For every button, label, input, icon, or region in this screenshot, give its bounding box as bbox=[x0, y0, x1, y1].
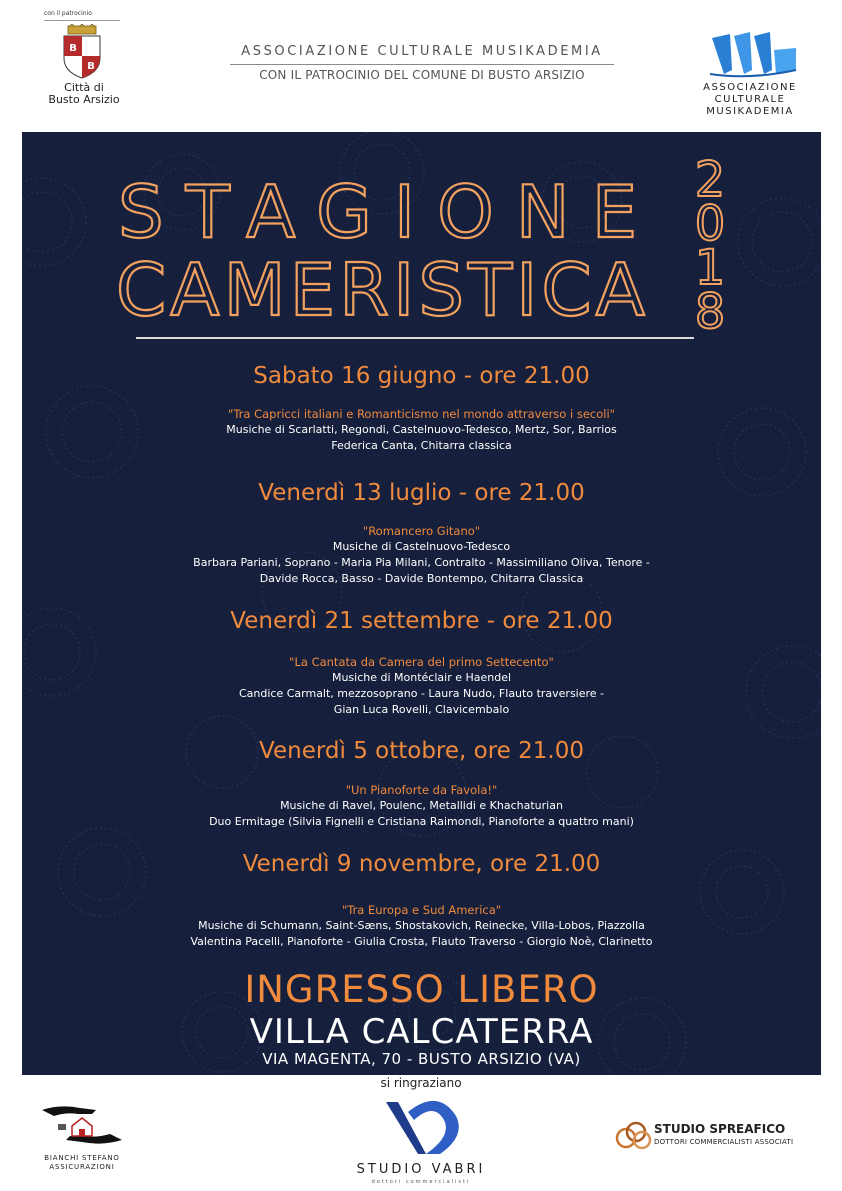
title-cameristica: CAMERISTICA bbox=[116, 248, 649, 332]
patronage-divider bbox=[44, 20, 120, 21]
event-title: "Tra Capricci italiani e Romanticismo nel mondo attraverso i secoli" bbox=[228, 407, 615, 421]
title-divider bbox=[136, 337, 694, 339]
event-date: Venerdì 5 ottobre, ore 21.00 bbox=[259, 738, 584, 764]
studio-spreafico-subtitle: DOTTORI COMMERCIALISTI ASSOCIATI bbox=[654, 1138, 794, 1146]
city-label bbox=[44, 82, 124, 106]
association-title: ASSOCIAZIONE CULTURALE MUSIKADEMIA bbox=[241, 44, 603, 59]
bianchi-label-line1: BIANCHI STEFANO bbox=[44, 1154, 120, 1162]
venue-name: VILLA CALCATERRA bbox=[249, 1012, 594, 1052]
event-line: Musiche di Schumann, Saint-Sæns, Shostakovich, Reinecke, Villa-Lobos, Piazzolla bbox=[198, 919, 645, 932]
event-title: "Tra Europa e Sud America" bbox=[341, 903, 502, 917]
musikademia-label-line3: MUSIKADEMIA bbox=[706, 106, 794, 117]
year-digit: 0 bbox=[694, 196, 726, 252]
event-title: "Romancero Gitano" bbox=[362, 524, 481, 538]
studio-spreafico-rings-icon bbox=[614, 1120, 654, 1150]
thanks-label: si ringraziano bbox=[380, 1076, 462, 1090]
bianchi-hands-house-icon bbox=[40, 1100, 124, 1150]
venue-address: VIA MAGENTA, 70 - BUSTO ARSIZIO (VA) bbox=[262, 1050, 581, 1068]
event-title: "La Cantata da Camera del primo Settecento" bbox=[289, 655, 554, 669]
event-line: Musiche di Castelnuovo-Tedesco bbox=[332, 540, 511, 553]
header-divider bbox=[230, 64, 614, 65]
event-line: Musiche di Scarlatti, Regondi, Castelnuovo-Tedesco, Mertz, Sor, Barrios bbox=[226, 423, 617, 436]
studio-spreafico-name: STUDIO SPREAFICO bbox=[654, 1122, 786, 1136]
year-digit: 2 bbox=[694, 152, 726, 208]
event-line: Duo Ermitage (Silvia Fignelli e Cristiana Raimondi, Pianoforte a quattro mani) bbox=[209, 815, 634, 828]
event-line: Davide Rocca, Basso - Davide Bontempo, Chitarra Classica bbox=[259, 572, 584, 585]
city-label-line1: Città di bbox=[64, 81, 104, 94]
bianchi-label bbox=[36, 1154, 128, 1172]
year-digit: 1 bbox=[694, 240, 726, 296]
svg-text:B: B bbox=[87, 61, 95, 72]
svg-text:B: B bbox=[69, 43, 77, 54]
event-details bbox=[22, 782, 821, 830]
event-date: Venerdì 9 novembre, ore 21.00 bbox=[242, 851, 601, 877]
event-details bbox=[22, 406, 821, 454]
musikademia-label bbox=[700, 82, 800, 118]
busto-arsizio-crest-icon bbox=[60, 24, 104, 80]
patronage-label: con il patrocinio bbox=[44, 10, 92, 17]
musikademia-label-line1: ASSOCIAZIONE bbox=[703, 82, 797, 93]
studio-vabri-logo-icon bbox=[378, 1092, 464, 1162]
association-subtitle: CON IL PATROCINIO DEL COMUNE DI BUSTO ARSIZIO bbox=[259, 68, 585, 82]
event-line: Candice Carmalt, mezzosoprano - Laura Nudo, Flauto traversiere - bbox=[238, 687, 605, 700]
event-line: Barbara Pariani, Soprano - Maria Pia Milani, Contralto - Massimiliano Oliva, Tenore - bbox=[193, 556, 650, 569]
event-date: Venerdì 13 luglio - ore 21.00 bbox=[258, 480, 585, 506]
event-line: Musiche di Ravel, Poulenc, Metallidi e Khachaturian bbox=[280, 799, 563, 812]
studio-vabri-subtitle: dottori commercialisti bbox=[371, 1179, 471, 1185]
studio-vabri-name: STUDIO VABRI bbox=[356, 1162, 486, 1177]
event-title: "Un Pianoforte da Favola!" bbox=[345, 783, 498, 797]
event-details bbox=[22, 654, 821, 718]
event-details bbox=[22, 523, 821, 587]
event-line: Federica Canta, Chitarra classica bbox=[331, 439, 512, 452]
musikademia-label-line2: CULTURALE bbox=[714, 94, 786, 105]
event-details bbox=[22, 902, 821, 950]
title-stagione: STAGIONE bbox=[118, 170, 660, 254]
event-date: Sabato 16 giugno - ore 21.00 bbox=[253, 363, 590, 389]
year-digit: 8 bbox=[694, 284, 726, 340]
event-line: Gian Luca Rovelli, Clavicembalo bbox=[333, 703, 510, 716]
city-label-line2: Busto Arsizio bbox=[48, 93, 120, 106]
event-date: Venerdì 21 settembre - ore 21.00 bbox=[230, 608, 613, 634]
event-line: Musiche di Montéclair e Haendel bbox=[331, 671, 512, 684]
event-line: Valentina Pacelli, Pianoforte - Giulia Crosta, Flauto Traverso - Giorgio Noè, Clarinetto bbox=[190, 935, 653, 948]
season-year bbox=[686, 152, 734, 340]
bianchi-label-line2: ASSICURAZIONI bbox=[49, 1163, 115, 1171]
free-entry-label: INGRESSO LIBERO bbox=[244, 968, 599, 1011]
musikademia-logo-icon bbox=[700, 30, 800, 80]
